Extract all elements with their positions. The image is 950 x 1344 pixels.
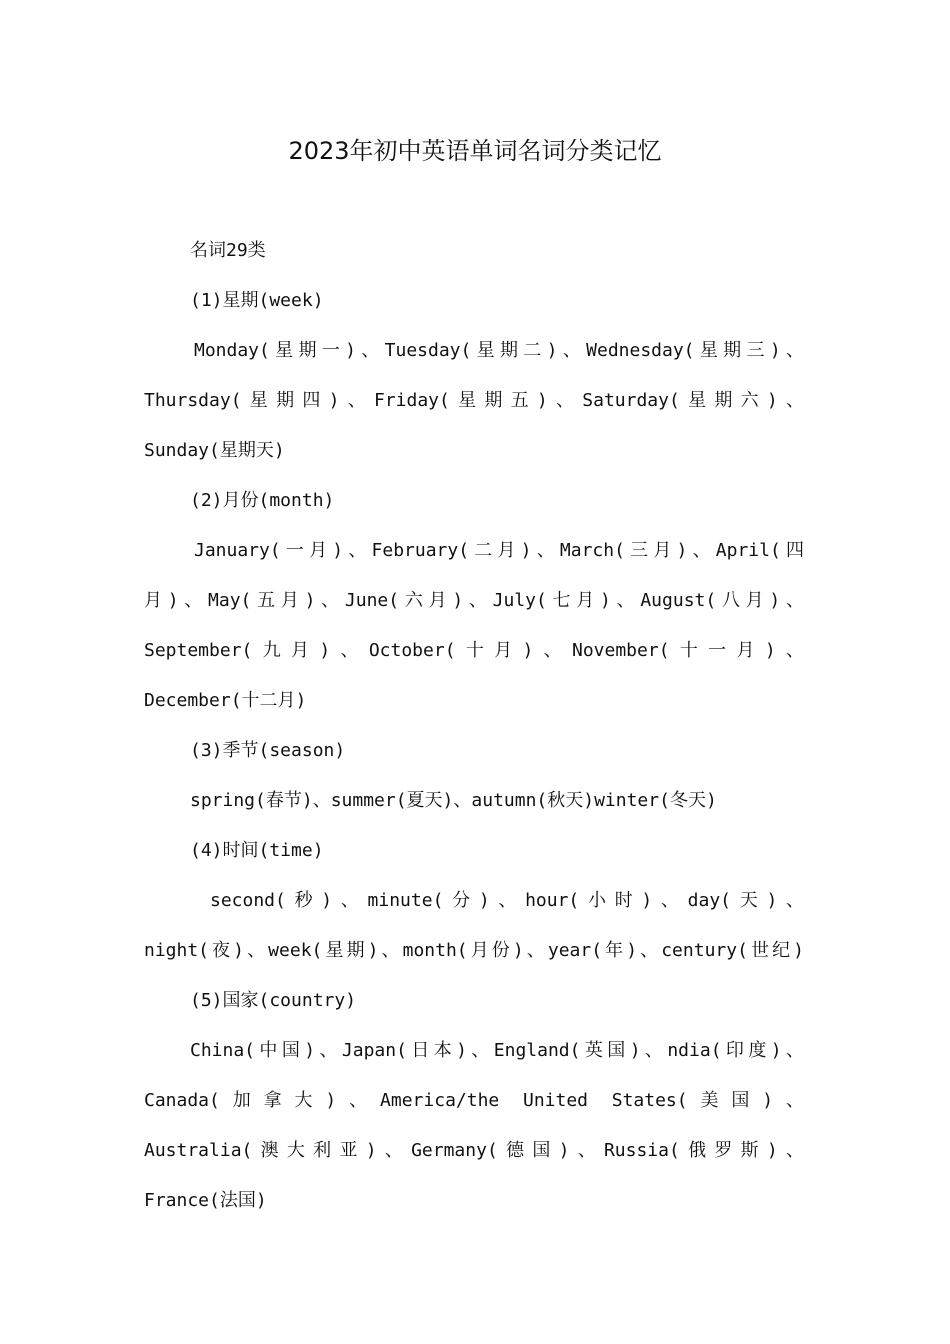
paragraph-line: second(秒)、minute(分)、hour(小时)、day(天)、: [210, 890, 804, 911]
paragraph-line: Sunday(星期天): [144, 440, 285, 461]
document-title: 2023年初中英语单词名词分类记忆: [288, 137, 662, 165]
category-heading-season: (3)季节(season): [190, 740, 346, 761]
paragraph-line: September(九月)、October(十月)、November(十一月)、: [144, 640, 804, 661]
section-heading: 名词29类: [190, 240, 266, 261]
document-body: [144, 226, 804, 1226]
paragraph-line: 月)、May(五月)、June(六月)、July(七月)、August(八月)、: [144, 590, 804, 611]
paragraph-line: spring(春节)、summer(夏天)、autumn(秋天)winter(冬天): [190, 790, 717, 811]
category-heading-week: (1)星期(week): [190, 290, 324, 311]
paragraph-line: December(十二月): [144, 690, 307, 711]
paragraph-line: China(中国)、Japan(日本)、England(英国)、ndia(印度)、: [190, 1040, 804, 1061]
paragraph-line: Thursday(星期四)、Friday(星期五)、Saturday(星期六)、: [144, 390, 804, 411]
paragraph-line: France(法国): [144, 1190, 267, 1211]
category-heading-time: (4)时间(time): [190, 840, 324, 861]
paragraph-line: night(夜)、week(星期)、month(月份)、year(年)、century(世纪): [144, 940, 804, 961]
category-heading-country: (5)国家(country): [190, 990, 357, 1011]
paragraph-line: Monday(星期一)、Tuesday(星期二)、Wednesday(星期三)、: [194, 340, 804, 361]
paragraph-line: Australia(澳大利亚)、Germany(德国)、Russia(俄罗斯)、: [144, 1140, 804, 1161]
category-heading-month: (2)月份(month): [190, 490, 335, 511]
paragraph-line: January(一月)、February(二月)、March(三月)、April(四: [194, 540, 804, 561]
paragraph-line: Canada(加拿大)、America/the United States(美国)、: [144, 1090, 804, 1111]
